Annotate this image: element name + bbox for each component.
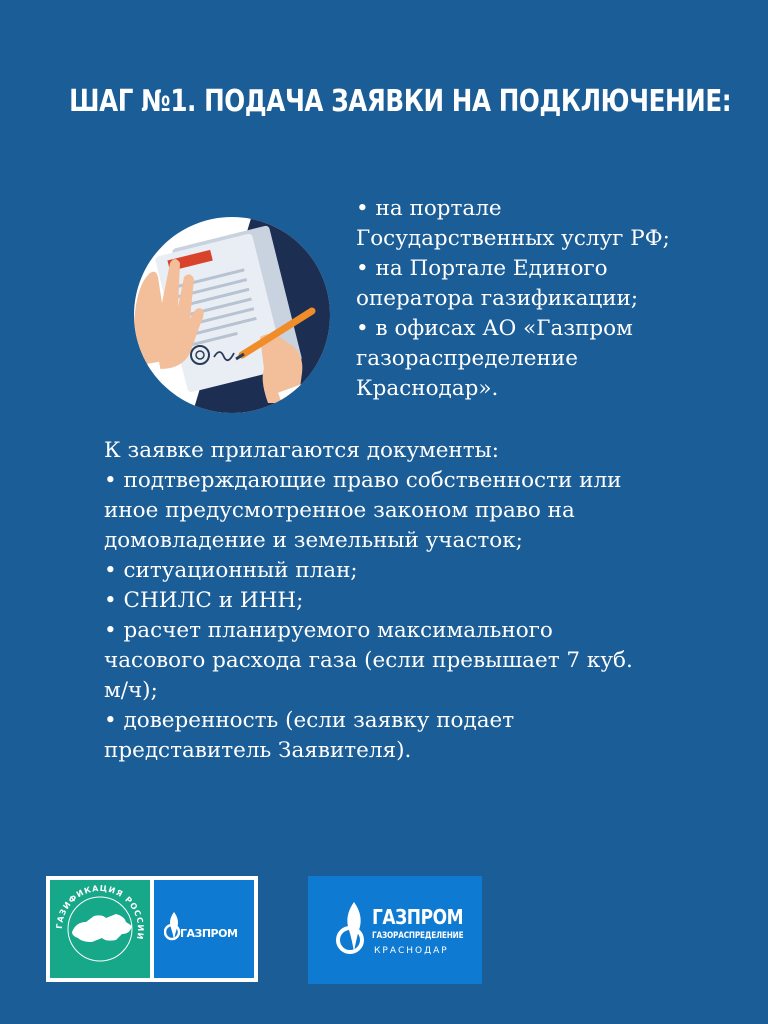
list-item: • доверенность (если заявку подает (104, 708, 515, 733)
gasification-ring-logo (50, 880, 150, 978)
russia-map-icon (72, 914, 132, 942)
list-item: • в офисах АО «Газпром (356, 316, 633, 341)
documents-heading: К заявке прилагаются документы: (104, 438, 500, 463)
list-item: иное предусмотренное законом право на (104, 498, 575, 523)
list-item: Краснодар». (356, 376, 499, 401)
list-item: • ситуационный план; (104, 558, 358, 583)
gazprom-logo-title: ГАЗПРОМ (372, 905, 464, 929)
gazprom-flame-icon (336, 900, 370, 958)
required-documents-list (104, 436, 724, 766)
list-item: • на Портале Единого (356, 256, 608, 281)
gazprom-logo-region: КРАСНОДАР (374, 946, 449, 956)
list-item: • на портале (356, 196, 502, 221)
list-item: • СНИЛС и ИНН; (104, 588, 304, 613)
page-title: ШАГ №1. ПОДАЧА ЗАЯВКИ НА ПОДКЛЮЧЕНИЕ: (69, 84, 732, 119)
gazprom-logo-text: ГАЗПРОМ (180, 927, 238, 940)
gazprom-gasdistribution-krasnodar-logo (308, 876, 482, 984)
list-item: представитель Заявителя). (104, 738, 412, 763)
gazprom-logo-subtitle: ГАЗОРАСПРЕДЕЛЕНИЕ (372, 931, 464, 941)
document-signing-illustration (132, 215, 332, 415)
list-item: часового расхода газа (если превышает 7 куб. (104, 648, 633, 673)
list-item: Государственных услуг РФ; (356, 226, 670, 251)
gasification-ring-text: ГАЗИФИКАЦИЯ РОССИИ (54, 883, 146, 942)
list-item: • подтверждающие право собственности или (104, 468, 622, 493)
submission-channels-list (356, 194, 736, 404)
list-item: домовладение и земельный участок; (104, 528, 523, 553)
list-item: оператора газификации; (356, 286, 639, 311)
list-item: газораспределение (356, 346, 578, 371)
list-item: • расчет планируемого максимального (104, 618, 553, 643)
list-item: м/ч); (104, 678, 158, 703)
